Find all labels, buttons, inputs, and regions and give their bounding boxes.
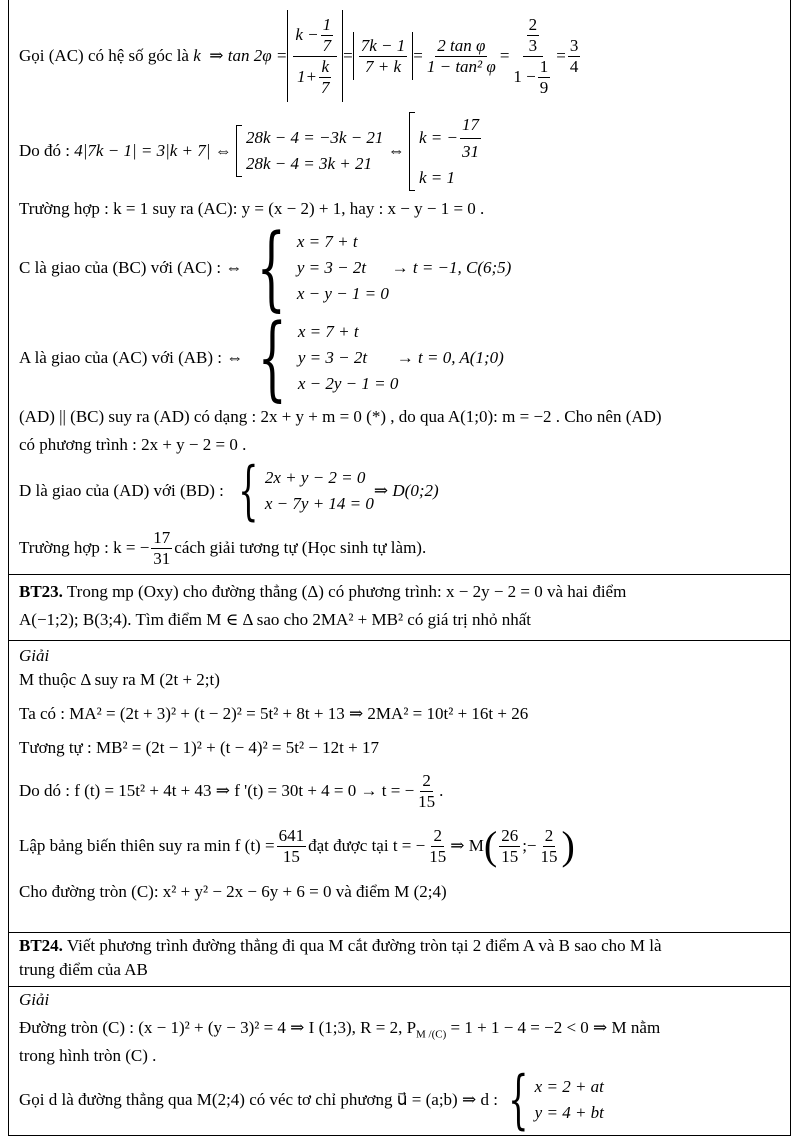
line-do-do: Do đó : 4|7k − 1| = 3|k + 7| ⇔ 28k − 4 = −3k − 21 28k − 4 = 3k + 21 ⇔ k = − $\frac{17}{31}$ k = 1 — [19, 112, 483, 190]
bt23-solution: Giải M thuộc Δ suy ra M (2t + 2;t) Ta có : MA² = (2t + 3)² + (t − 2)² = 5t² + 8t + 13 ⇒ 2MA² = 10t² + 16t + 26 Tương tự : MB² = (2t − 1)² + (t − 4)² = 5t² − 12t + 17 Do dó : f (t) = 15t² + 4t + 43 ⇒ f '(t) = 30t + 4 = 0 → t = − $\frac{2}{15}$ . Lập bảng biến thiên suy ra min f (t) = $\frac{641}{15}$ đạt được tại t = − $\frac{2}{15}$ ⇒ M ( $\frac{26}{15}$ ;− $\frac{2}{15}$ ) Cho đường tròn (C): x² + y² − 2x − 6y + 6 = 0 và điểm M (2;4) — [9, 640, 790, 932]
abs-fraction-2: $\frac{7k - 1}{7 + k}$ — [353, 32, 414, 80]
line-truong-hop-k-neg: Trường hợp : k = − $\frac{17}{31}$ cách giải tương tự (Học sinh tự làm). — [19, 527, 427, 568]
abs-fraction-1: k − $\frac{1}{7}$ 1+ $\frac{k}{7}$ — [287, 10, 343, 102]
bt23-question: BT23. Trong mp (Oxy) cho đường thẳng (Δ) có phương trình: x − 2y − 2 = 0 và hai điểm A(−1;2); B(3;4). Tìm điểm M ∈ Δ sao cho 2MA² + MB² có giá trị nhỏ nhất — [9, 574, 790, 640]
line-c-intersection: C là giao của (BC) với (AC) : ⇔ { x = 7 + t y = 3 − 2t → t = −1, C(6;5) x − y − 1 = 0 — [19, 214, 512, 321]
giai-heading: Giải — [19, 646, 50, 665]
bt24-question: BT24. Viết phương trình đường thẳng đi qua M cắt đường tròn tại 2 điểm A và B sao cho M là trung điểm của AB — [9, 932, 790, 986]
bt23-label: BT23. — [19, 582, 63, 601]
line-slope-ac: Gọi (AC) có hệ số góc là k ⇒ tan 2φ = k − $\frac{1}{7}$ 1+ $\frac{k}{7}$ = $\frac{7k - 1}{7 + k}$ = $\frac{\text{2 tan φ}}{\text{1 − tan² φ}}$ = $\frac{2}{3}$ 1 − $\frac{1}{9}$ = $\frac{3}{4}$ — [19, 8, 582, 104]
line-a-intersection: A là giao của (AC) với (AB) : ⇔ { x = 7 + t y = 3 − 2t → t = 0, A(1;0) x − 2y − 1 = 0 — [19, 304, 504, 411]
bt24-solution: Giải Đường tròn (C) : (x − 1)² + (y − 3)² = 4 ⇒ I (1;3), R = 2, $P_{M /(C)} = 1 + 1 - 4 = -2 < 0$ ⇒ M nằm trong hình tròn (C) . Gọi d là đường thẳng qua M(2;4) có véc tơ chỉ phương u⃗ = (a;b) ⇒ d : { x = 2 + at y = 4 + bt — [9, 986, 790, 1136]
document-page — [8, 0, 791, 1136]
giai-heading-bt24: Giải — [19, 990, 50, 1009]
bt24-label: BT24. — [19, 936, 63, 955]
line-d-intersection: D là giao của (AD) với (BD) : { 2x + y − 2 = 0 x − 7y + 14 = 0 ⇒ D(0;2) — [19, 454, 439, 528]
line-truong-hop-k1: Trường hợp : k = 1 suy ra (AC): y = (x − 2) + 1, hay : x − y − 1 = 0 . — [19, 199, 485, 218]
solution-section-1 — [9, 0, 790, 572]
line-ad-equation: có phương trình : 2x + y − 2 = 0 . — [19, 435, 247, 454]
line-ad-parallel: (AD) || (BC) suy ra (AD) có dạng : 2x + y + m = 0 (*) , do qua A(1;0): m = −2 . Cho nên (AD) — [19, 407, 662, 426]
